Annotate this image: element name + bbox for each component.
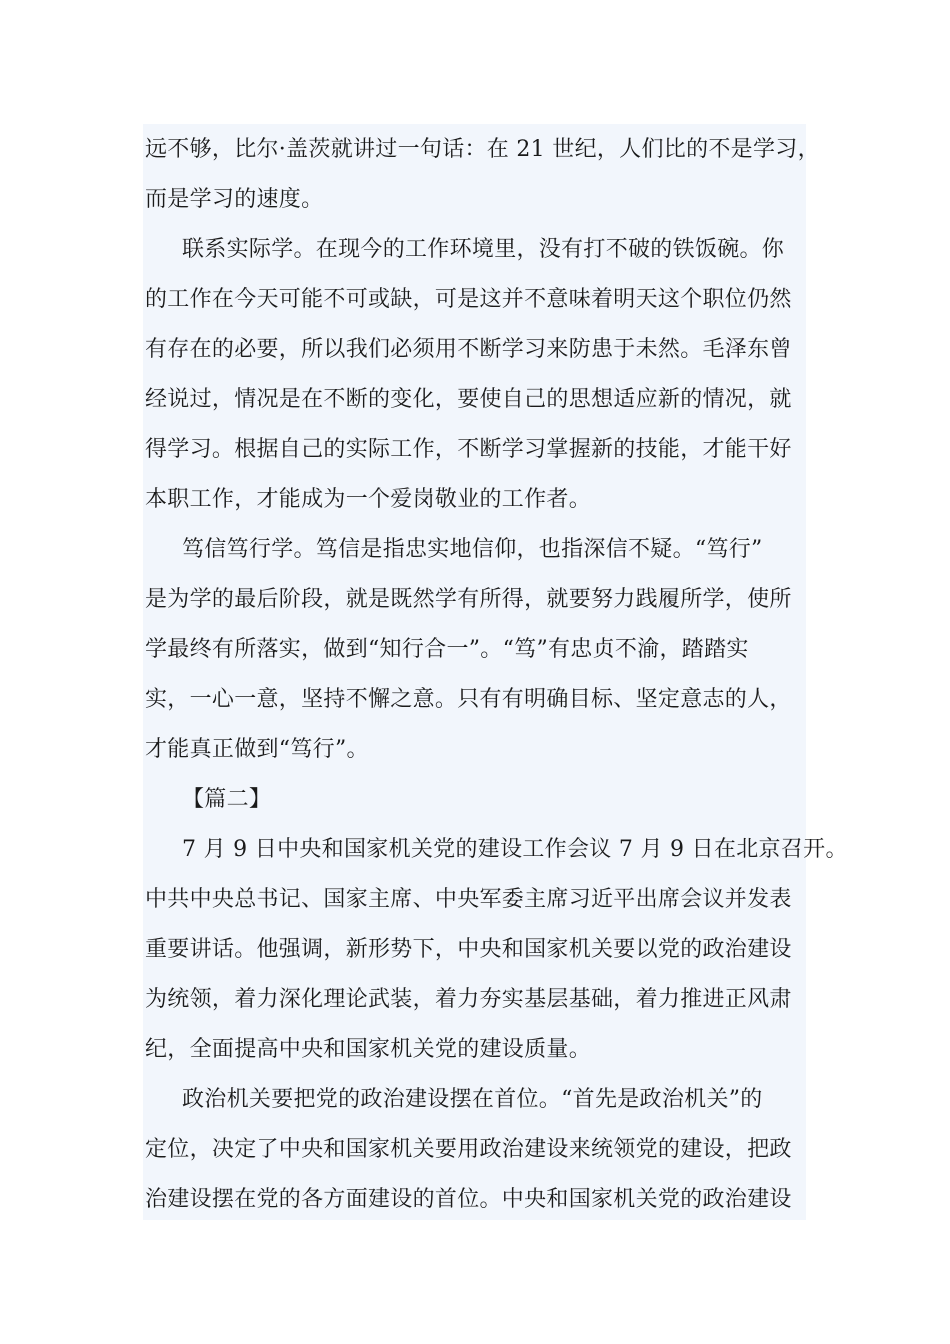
paragraph-start-line: 政治机关要把党的政治建设摆在首位。“首先是政治机关”的 xyxy=(182,1087,763,1112)
text-line: 得学习。根据自己的实际工作，不断学习掌握新的技能，才能干好 xyxy=(145,437,792,462)
text-line: 中共中央总书记、国家主席、中央军委主席习近平出席会议并发表 xyxy=(145,887,792,912)
text-line: 的工作在今天可能不可或缺，可是这并不意味着明天这个职位仍然 xyxy=(145,287,792,312)
text-line: 学最终有所落实，做到“知行合一”。“笃”有忠贞不渝，踏踏实 xyxy=(145,637,749,662)
text-line: 才能真正做到“笃行”。 xyxy=(145,737,369,762)
text-line: 纪，全面提高中央和国家机关党的建设质量。 xyxy=(145,1037,592,1062)
text-line: 有存在的必要，所以我们必须用不断学习来防患于未然。毛泽东曾 xyxy=(145,337,792,362)
text-line: 经说过，情况是在不断的变化，要使自己的思想适应新的情况，就 xyxy=(145,387,792,412)
text-line: 为统领，着力深化理论武装，着力夯实基层基础，着力推进正风肃 xyxy=(145,987,792,1012)
paragraph-start-line: 笃信笃行学。笃信是指忠实地信仰，也指深信不疑。“笃行” xyxy=(182,537,763,562)
text-line: 是为学的最后阶段，就是既然学有所得，就要努力践履所学，使所 xyxy=(145,587,792,612)
section-heading: 【篇二】 xyxy=(182,787,272,812)
text-line: 定位，决定了中央和国家机关要用政治建设来统领党的建设，把政 xyxy=(145,1137,792,1162)
text-line: 而是学习的速度。 xyxy=(145,187,324,212)
text-line: 治建设摆在党的各方面建设的首位。中央和国家机关党的政治建设 xyxy=(145,1187,792,1212)
document-text-block xyxy=(143,124,848,1220)
text-line: 远不够，比尔·盖茨就讲过一句话：在 21 世纪，人们比的不是学习， xyxy=(145,137,820,162)
text-line: 本职工作，才能成为一个爱岗敬业的工作者。 xyxy=(145,487,592,512)
paragraph-start-line: 7 月 9 日中央和国家机关党的建设工作会议 7 月 9 日在北京召开。 xyxy=(182,837,848,862)
text-line: 实，一心一意，坚持不懈之意。只有有明确目标、坚定意志的人， xyxy=(145,687,792,712)
paragraph-start-line: 联系实际学。在现今的工作环境里，没有打不破的铁饭碗。你 xyxy=(182,237,785,262)
text-line: 重要讲话。他强调，新形势下，中央和国家机关要以党的政治建设 xyxy=(145,937,792,962)
